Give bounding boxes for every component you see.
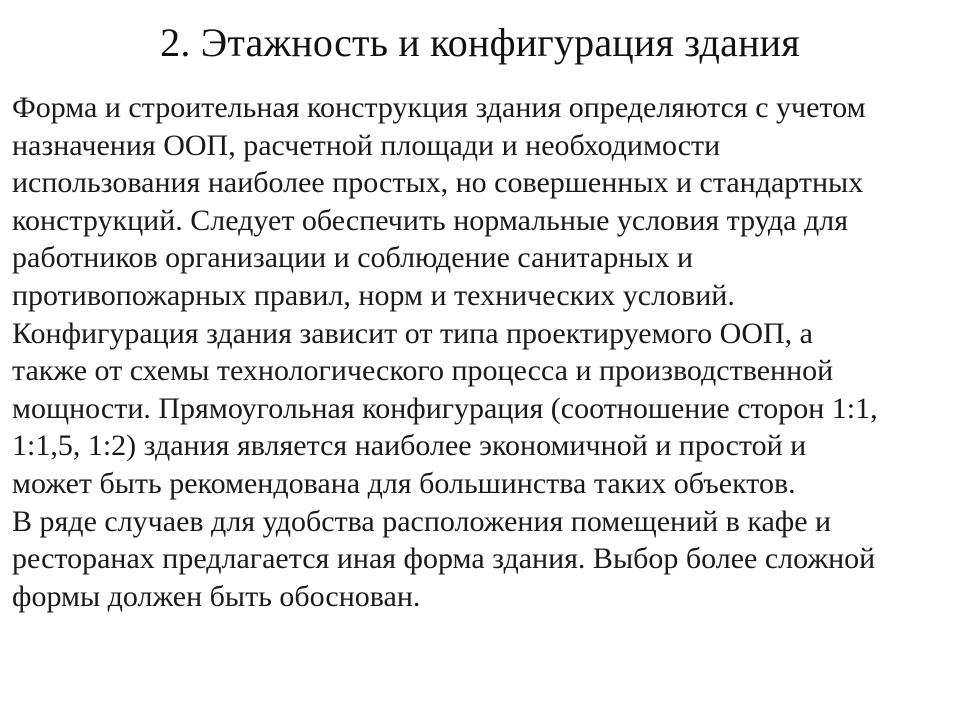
slide-title: 2. Этажность и конфигурация здания xyxy=(160,20,800,65)
body-line: назначения ООП, расчетной площади и необходимости xyxy=(12,128,721,162)
body-line: противопожарных правил, норм и технических условий. xyxy=(12,278,735,312)
body-line: работников организации и соблюдение санитарных и xyxy=(12,241,694,275)
body-line: ресторанах предлагается иная форма здания. Выбор более сложной xyxy=(12,542,876,576)
body-line: Форма и строительная конструкция здания определяются с учетом xyxy=(12,91,866,124)
body-line: также от схемы технологического процесса и производственной xyxy=(12,354,834,388)
body-line: 1:1,5, 1:2) здания является наиболее экономичной и простой и xyxy=(12,429,807,463)
body-line: конструкций. Следует обеспечить нормальные условия труда для xyxy=(12,203,848,237)
slide-body-text xyxy=(12,89,952,615)
body-line: может быть рекомендована для большинства таких объектов. xyxy=(12,466,796,500)
body-line: формы должен быть обоснован. xyxy=(12,579,421,613)
body-line: Конфигурация здания зависит от типа проектируемого ООП, а xyxy=(12,316,813,350)
body-line: использования наиболее простых, но совершенных и стандартных xyxy=(12,166,864,200)
body-line: мощности. Прямоугольная конфигурация (соотношение сторон 1:1, xyxy=(12,391,878,425)
body-line: В ряде случаев для удобства расположения помещений в кафе и xyxy=(12,504,832,538)
